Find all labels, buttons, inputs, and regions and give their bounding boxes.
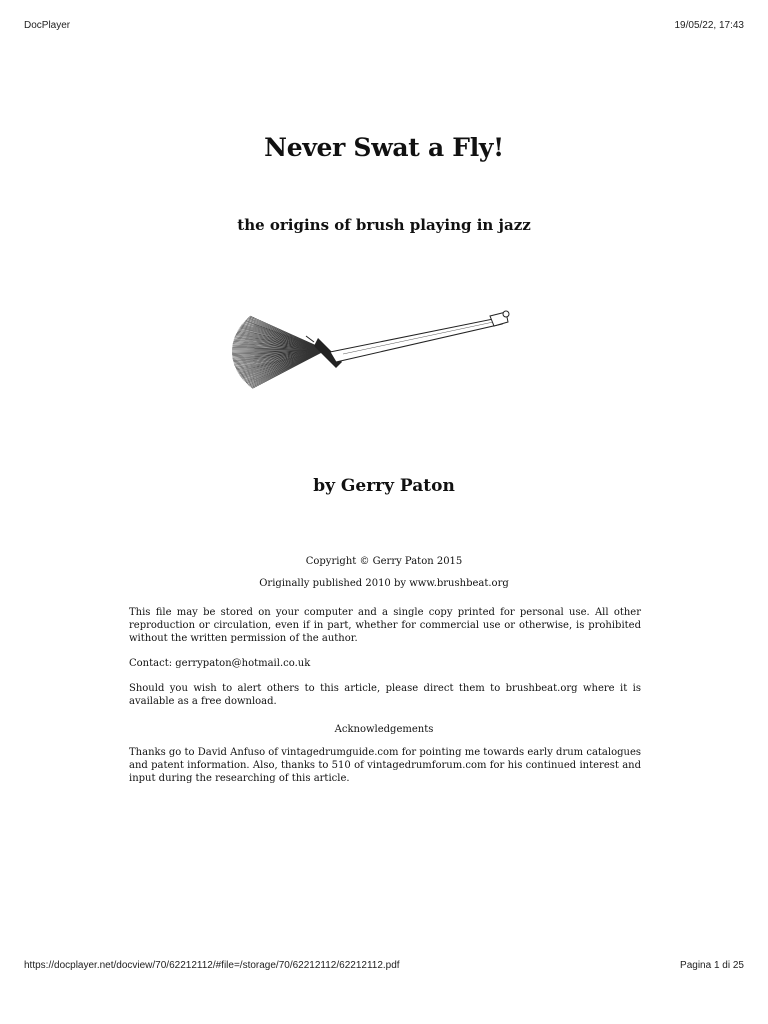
print-header-site: DocPlayer	[24, 20, 71, 31]
document-title: Never Swat a Fly!	[264, 133, 504, 162]
document-author: by Gerry Paton	[313, 476, 455, 496]
copyright-line: Copyright © Gerry Paton 2015	[305, 556, 463, 567]
acknowledgements-text: Thanks go to David Anfuso of vintagedrumguide.com for pointing me towards early drum catalogues and patent information. Also, thanks to 510 of vintagedrumforum.com for his continued interest and input during the researching of this article.	[129, 747, 641, 784]
wire-brush-illustration	[218, 292, 558, 452]
print-header	[0, 0, 768, 31]
print-header-datetime: 19/05/22, 17:43	[674, 20, 744, 31]
document-subtitle: the origins of brush playing in jazz	[237, 216, 531, 234]
print-footer-page: Pagina 1 di 25	[680, 960, 744, 971]
usage-notice: This file may be stored on your computer and a single copy printed for personal use. All other reproduction or circulation, even if in part, whether for commercial use or otherwise, is prohibited without the written permission of the author.	[129, 607, 641, 644]
share-notice: Should you wish to alert others to this article, please direct them to brushbeat.org where it is available as a free download.	[129, 683, 641, 707]
acknowledgements-heading: Acknowledgements	[334, 724, 434, 735]
published-line: Originally published 2010 by www.brushbeat.org	[259, 578, 509, 589]
contact-line: Contact: gerrypaton@hotmail.co.uk	[129, 658, 311, 669]
print-footer-url: https://docplayer.net/docview/70/62212112/#file=/storage/70/62212112/62212112.pdf	[24, 960, 400, 971]
